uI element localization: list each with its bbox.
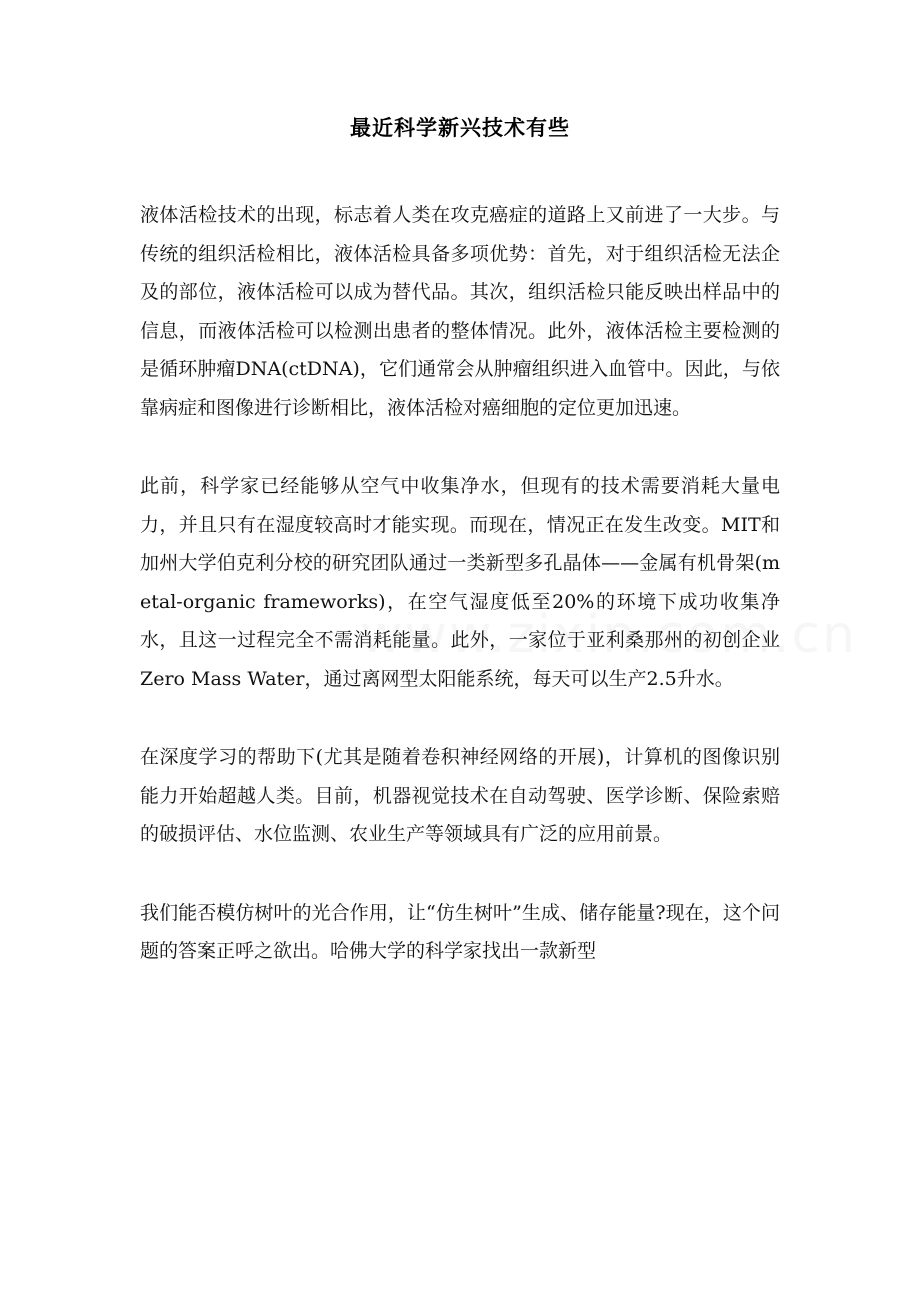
document-title: 最近科学新兴技术有些 xyxy=(350,115,570,140)
document-body xyxy=(140,196,780,971)
paragraph-machine-vision: 在深度学习的帮助下(尤其是随着卷积神经网络的开展)，计算机的图像识别能力开始超越人类。目前，机器视觉技术在自动驾驶、医学诊断、保险索赔的破损评估、水位监测、农业生产等领域具有广泛的应用前景。 xyxy=(140,746,780,845)
paragraph-liquid-biopsy: 液体活检技术的出现，标志着人类在攻克癌症的道路上又前进了一大步。与传统的组织活检相比，液体活检具备多项优势：首先，对于组织活检无法企及的部位，液体活检可以成为替代品。其次，组织活检只能反映出样品中的信息，而液体活检可以检测出患者的整体情况。此外，液体活检主要检测的是循环肿瘤DNA(ctDNA)，它们通常会从肿瘤组织进入血管中。因此，与依靠病症和图像进行诊断相比，液体活检对癌细胞的定位更加迅速。 xyxy=(140,204,780,419)
paragraph-water-harvesting: 此前，科学家已经能够从空气中收集净水，但现有的技术需要消耗大量电力，并且只有在湿度较高时才能实现。而现在，情况正在发生改变。MIT和加州大学伯克利分校的研究团队通过一类新型多孔晶体——金属有机骨架(metal-organic frameworks)，在空气湿度低至20%的环境下成功收集净水，且这一过程完全不需消耗能量。此外，一家位于亚利桑那州的初创企业Zero Mass Water，通过离网型太阳能系统，每天可以生产2.5升水。 xyxy=(140,475,780,690)
paragraph-artificial-leaf: 我们能否模仿树叶的光合作用，让“仿生树叶”生成、储存能量?现在，这个问题的答案正呼之欲出。哈佛大学的科学家找出一款新型 xyxy=(140,901,780,962)
